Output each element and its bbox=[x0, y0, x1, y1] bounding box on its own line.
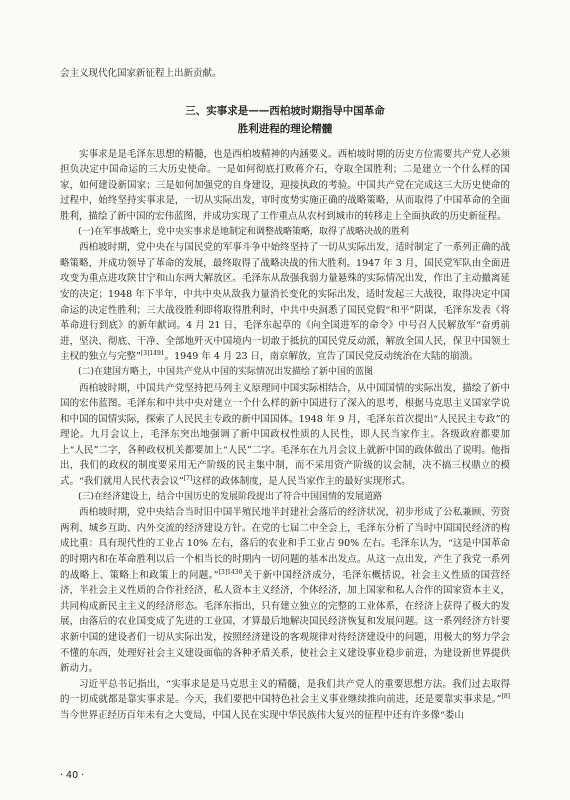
citation-ref: [8] bbox=[501, 693, 510, 701]
section-heading bbox=[60, 102, 510, 138]
state-building-text-end: 这样的政体制度，是人民当家作主的最好实现形式。 bbox=[192, 476, 411, 488]
section-title-line2: 胜利进程的理论精髓 bbox=[237, 122, 333, 135]
state-building-paragraph bbox=[60, 381, 510, 490]
closing-paragraph bbox=[60, 677, 510, 724]
state-building-text: 西柏坡时期，中国共产党坚持把马列主义原理同中国实际相结合，从中国国情的实际出发，描绘了新中国的宏伟蓝图。毛泽东和中共中央对建立一个什么样的新中国进行了深入的思考，根据马克思主义国家学说和中国的国情实际，探索了人民民主专政的新中国国体。1948 年 9 月，毛泽东首次提出“人民民主专政”的理论。九月会议上，毛泽东突出地强调了新中国政权性质的人民性，即人民当家作主。各级政府都要加上“人民”二字，各种政权机关都要加上“人民”二字。毛泽东在九月会议上就新中国的政体做出了说明。他指出，我们的政权的制度要采用无产阶级的民主集中制，而不采用资产阶级的议会制，决不搞三权鼎立的模式。“我们就用人民代表会议” bbox=[60, 382, 510, 488]
citation-ref: [3]1430 bbox=[218, 568, 243, 576]
subheading-military: (一)在军事战略上，党中央实事求是地制定和调整战略策略，取得了战略决战的胜利 bbox=[78, 226, 410, 237]
economy-paragraph bbox=[60, 505, 510, 677]
page-number: · 40 · bbox=[60, 770, 85, 781]
citation-ref: [3]1491 bbox=[140, 350, 165, 358]
citation-ref: [7] bbox=[183, 474, 193, 482]
military-text-end: 。1949 年 4 月 23 日，南京解放，宣告了国民党反动统治在大陆的崩溃。 bbox=[164, 351, 479, 363]
subheading-economy: (三)在经济建设上，结合中国历史的发展阶段提出了符合中国国情的发展道路 bbox=[78, 491, 383, 502]
section-title-line1: 三、实事求是——西柏坡时期指导中国革命 bbox=[185, 104, 385, 117]
economy-text: 西柏坡时期，党中央结合当时旧中国半殖民地半封建社会落后的经济状况，初步形成了公私兼顾、劳资两利、城乡互助、内外交流的经济建设方针。在党的七届二中全会上，毛泽东分析了当时中国国民经济的构成比重：具有现代性的工业占 10% 左右，落后的农业和手工业占 90% 左右。毛泽东认为，“这是中国革命的时期内和在革命胜利以后一个相当长的时期内一切问题的基本出发点。从这一点出发，产生了我党一系列的战略上、策略上和政策上的问题。” bbox=[60, 507, 510, 581]
carryover-paragraph: 会主义现代化国家新征程上出新贡献。 bbox=[60, 68, 222, 79]
subheading-state-building: (二)在建国方略上，中国共产党从中国的实际情况出发描绘了新中国的蓝图 bbox=[78, 366, 374, 377]
military-text: 西柏坡时期，党中央在与国民党的军事斗争中始终坚持了一切从实际出发，适时制定了一系列正确的战略策略，并成功领导了革命的发展，最终取得了战略决战的伟大胜利。1947 年 3 月，国民党军队由全面进攻变为重点进攻陕甘宁和山东两大解放区。毛泽东从敌强我弱力量悬殊的实际情况出发，作出了主动撤离延安的决定；1948 年下半年，中共中央从敌我力量消长变化的实际出发，适时发起三大战役，取得决定中国命运的决定性胜利；三大战役胜利即将取得胜利时，中共中央洞悉了国民党假“和平”阴谋，毛泽东发表《将革命进行到底》的新年献词。4 月 21 日，毛泽东起草的《向全国进军的命令》中号召人民解放军“奋勇前进，坚决、彻底、干净、全部地歼灭中国境内一切敢于抵抗的国民党反动派，解放全国人民，保卫中国领土主权的独立与完整” bbox=[60, 242, 510, 363]
page-content bbox=[60, 66, 510, 724]
closing-text: 习近平总书记指出，“实事求是是马克思主义的精髓，是我们共产党人的重要思想方法。我们过去取得的一切成就都是靠实事求是。今天，我们要把中国特色社会主义事业继续推向前进，还是要靠实事求是。” bbox=[60, 678, 510, 706]
military-paragraph bbox=[60, 240, 510, 365]
intro-paragraph: 实事求是是毛泽东思想的精髓，也是西柏坡精神的内涵要义。西柏坡时期的历史方位需要共产党人必须担负决定中国命运的三大历史使命。一是如何彻底打败蒋介石，夺取全国胜利；二是建立一个什么样的国家，如何建设新国家；三是如何加强党的自身建设，迎接执政的考验。中国共产党在完成这三大历史使命的过程中，始终坚持实事求是，一切从实际出发，审时度势实施正确的战略策略，从而取得了中国革命的全面胜利，描绘了新中国的宏伟蓝图，并成功实现了工作重点从农村到城市的转移走上全面执政的历史新征程。 bbox=[60, 148, 510, 222]
closing-text-end: 当今世界正经历百年未有之大变局，中国人民在实现中华民族伟大复兴的征程中还有许多像“娄山 bbox=[60, 709, 464, 721]
economy-text-end: 关于新中国经济成分，毛泽东概括说，社会主义性质的国营经济，半社会主义性质的合作社经济，私人资本主义经济，个体经济，加上国家和私人合作的国家资本主义，共同构成新民主主义的经济形态。毛泽东指出，只有建立独立的完整的工业体系，在经济上获得了极大的发展，由落后的农业国变成了先进的工业国，才算最后地解决国民经济恢复和发展问题。这一系列经济方针要求新中国的建设者们一切从实际出发，按照经济建设的客观规律对待经济建设中的问题，用极大的努力学会不懂的东西，处理好社会主义建设面临的各种矛盾关系，使社会主义建设事业稳步前进，为建设新世界提供新动力。 bbox=[60, 569, 510, 675]
